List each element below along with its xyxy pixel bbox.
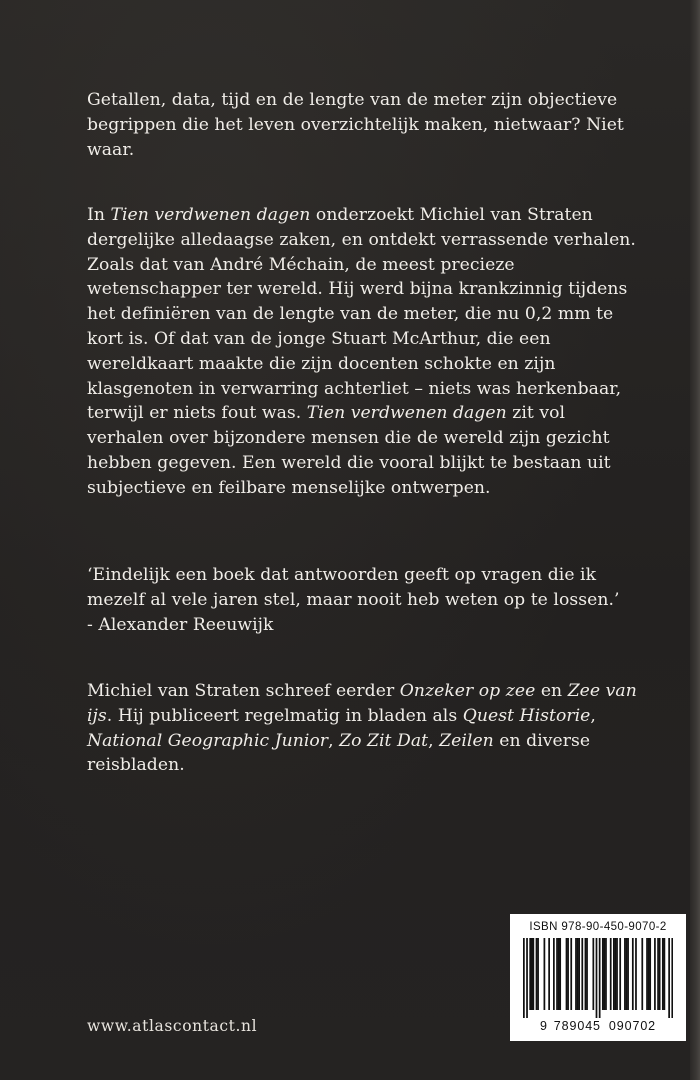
author-paragraph xyxy=(87,679,647,778)
author-text xyxy=(87,679,647,778)
author-outro: en diverse reisbladen. xyxy=(87,730,591,776)
barcode-bar xyxy=(536,938,538,1010)
author-connector: en xyxy=(535,681,568,701)
magazine-1: Quest Historie xyxy=(462,705,591,726)
author-sentence-2: . Hij publiceert regelmatig in bladen als xyxy=(106,705,463,726)
barcode-bar xyxy=(586,938,588,1010)
barcode-bar xyxy=(526,938,528,1018)
description-part-a: onderzoekt Michiel van Straten dergelijke alledaagse zaken, en ontdekt verrassende verhalen. Zoals dat van André Méchain, de meest precieze wetenschapper ter wereld. Hij werd bijna krankzinnig tijdens het definiëren van de lengte van de meter, die nu 0,2 mm te kort is. Of dat van de jonge Stuart McArthur, die een wereldkaart maakte die zijn docenten schokte en zijn klasgenoten in verwarring achterliet – niets was herkenbaar, terwijl er niets fout was. xyxy=(87,205,636,424)
barcode-bar xyxy=(548,938,550,1010)
book-title: Tien verdwenen dagen xyxy=(110,205,311,225)
barcode-bar xyxy=(570,938,572,1010)
barcode-left-group: 789045 xyxy=(553,1019,601,1033)
barcode-bar xyxy=(659,938,661,1010)
intro-text: Getallen, data, tijd en de lengte van de meter zijn objectieve begrippen die het leven overzichtelijk maken, nietwaar? Niet waar. xyxy=(87,90,624,160)
barcode-bar xyxy=(532,938,534,1010)
separator: , xyxy=(590,705,596,726)
quote-paragraph xyxy=(87,563,647,637)
barcode-bar xyxy=(613,938,615,1010)
description-text xyxy=(87,203,647,501)
barcode-bar xyxy=(641,938,643,1010)
barcode-right-group: 090702 xyxy=(608,1019,657,1033)
barcode-bar xyxy=(592,938,594,1010)
author-intro: Michiel van Straten schreef eerder xyxy=(87,681,400,701)
barcode-bar xyxy=(537,938,539,1010)
barcode-bar xyxy=(605,938,607,1010)
barcode-bar xyxy=(649,938,651,1010)
barcode-bar xyxy=(596,938,598,1018)
barcode-bar xyxy=(619,938,621,1010)
barcode-bar xyxy=(531,938,533,1010)
barcode-bar xyxy=(575,938,577,1010)
barcode-bar xyxy=(616,938,618,1010)
barcode-bar xyxy=(657,938,659,1010)
barcode-bar xyxy=(599,938,601,1018)
barcode-bar xyxy=(627,938,629,1010)
barcode-bar xyxy=(578,938,580,1010)
isbn-label: ISBN 978-90-450-9070-2 xyxy=(529,921,667,933)
barcode-bar xyxy=(664,938,666,1010)
separator: , xyxy=(328,730,340,751)
barcode-bar xyxy=(577,938,579,1010)
barcode-bar xyxy=(581,938,583,1010)
magazine-2: National Geographic Junior xyxy=(87,730,329,751)
page-edge xyxy=(690,0,700,1080)
barcode-bar xyxy=(615,938,617,1010)
quote-text: ‘Eindelijk een boek dat antwoorden geeft op vragen die ik mezelf al vele jaren stel, maar nooit heb weten op te lossen.’ xyxy=(87,565,620,610)
description-intro: In xyxy=(87,205,111,225)
barcode-bar xyxy=(529,938,531,1010)
barcode-bar xyxy=(671,938,673,1018)
barcode-bar xyxy=(668,938,670,1018)
barcode-bar xyxy=(602,938,604,1010)
barcode-bar xyxy=(544,938,546,1010)
previous-book-1: Onzeker op zee xyxy=(399,681,536,701)
separator: , xyxy=(428,730,440,751)
publisher-website[interactable]: www.atlascontact.nl xyxy=(87,1017,258,1035)
barcode-bars xyxy=(523,938,673,1018)
barcode-bar xyxy=(566,938,568,1010)
barcode-bar xyxy=(585,938,587,1010)
barcode-digits xyxy=(518,1019,678,1033)
barcode-bar xyxy=(523,938,525,1018)
barcode-bar xyxy=(553,938,555,1010)
barcode-bar xyxy=(559,938,561,1010)
magazine-4: Zeilen xyxy=(439,730,494,751)
barcode-lead-digit: 9 xyxy=(539,1019,548,1033)
book-title-repeat: Tien verdwenen dagen xyxy=(306,403,507,424)
barcode-bar xyxy=(626,938,628,1010)
isbn-barcode xyxy=(510,914,686,1041)
barcode-bar xyxy=(662,938,664,1010)
intro-paragraph xyxy=(87,88,647,162)
barcode-bar xyxy=(556,938,558,1010)
barcode-bar xyxy=(646,938,648,1010)
barcode-bar xyxy=(648,938,650,1010)
quote-attribution: - Alexander Reeuwijk xyxy=(87,614,274,635)
barcode-bar xyxy=(604,938,606,1010)
barcode-bar xyxy=(558,938,560,1010)
magazine-3: Zo Zit Dat xyxy=(339,730,429,751)
description-paragraph xyxy=(87,203,647,501)
barcode-bar xyxy=(632,938,634,1010)
description-part-b: zit vol verhalen over bijzondere mensen die de wereld zijn gezicht hebben gegeven. Een wereld die vooral blijkt te bestaan uit subjectieve en feilbare menselijke ontwerpen. xyxy=(87,403,611,498)
barcode-bar xyxy=(610,938,612,1010)
barcode-bar xyxy=(624,938,626,1010)
previous-book-2: Zee van ijs xyxy=(87,681,637,726)
barcode-bar xyxy=(635,938,637,1010)
barcode-bar xyxy=(654,938,656,1010)
barcode-bar xyxy=(567,938,569,1010)
